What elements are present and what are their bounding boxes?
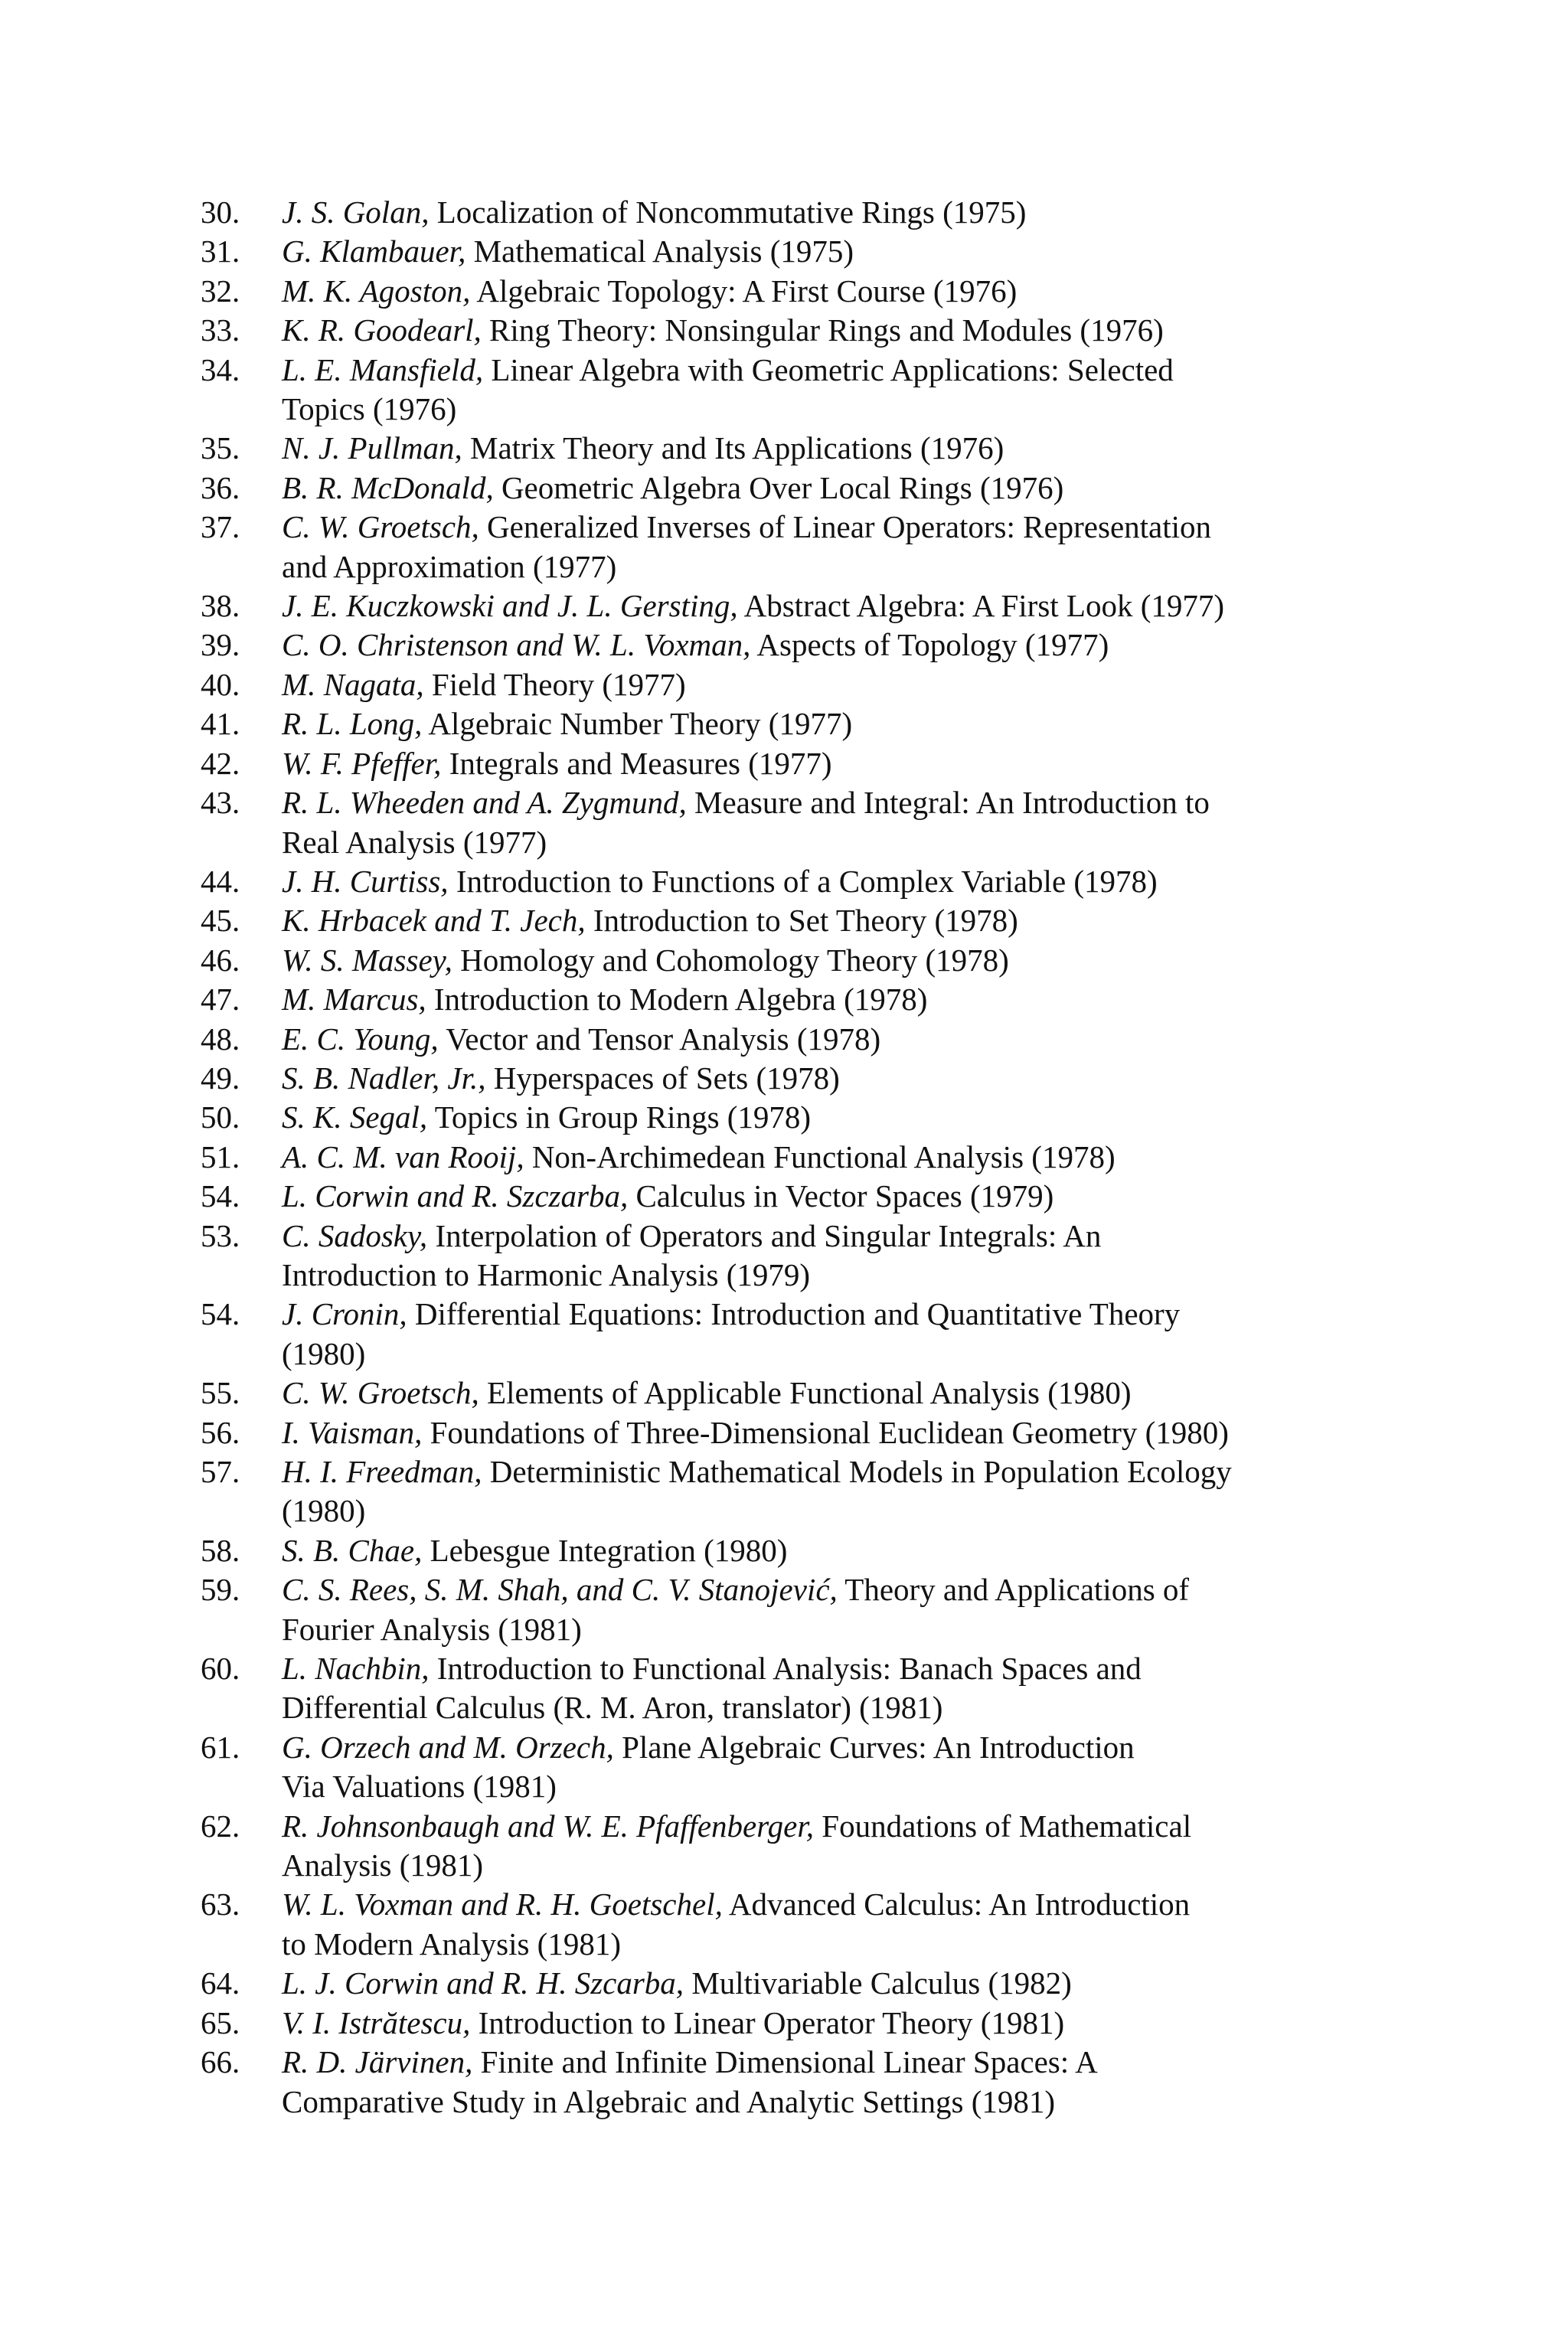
entry-first-line [282, 862, 1456, 901]
entry-number: 46. [201, 942, 240, 978]
entry-title: Interpolation of Operators and Singular Integrals: An [427, 1217, 1102, 1253]
entry-text [282, 1964, 1456, 2003]
series-entry [201, 1728, 1456, 1807]
entry-text [282, 665, 1456, 704]
entry-title: Advanced Calculus: An Introduction [722, 1886, 1191, 1922]
entry-number: 38. [201, 588, 240, 624]
series-entry [201, 980, 1456, 1019]
entry-continuation-line [282, 1846, 1456, 1885]
entry-title: Foundations of Mathematical [814, 1808, 1192, 1844]
entry-number: 37. [201, 509, 240, 545]
entry-first-line [282, 1885, 1456, 1924]
entry-number: 42. [201, 745, 240, 781]
series-entry [201, 862, 1456, 901]
entry-first-line [282, 1374, 1456, 1413]
entry-text [282, 2043, 1456, 2122]
series-entry [201, 232, 1456, 271]
entry-text [282, 1020, 1456, 1059]
entry-text [282, 1374, 1456, 1413]
entry-number: 39. [201, 627, 240, 663]
entry-authors: K. R. Goodearl, [282, 312, 482, 348]
series-entry [201, 626, 1456, 665]
series-entry [201, 351, 1456, 430]
series-list [201, 193, 1456, 2122]
entry-number: 57. [201, 1454, 240, 1489]
entry-number: 49. [201, 1060, 240, 1096]
entry-title: Analysis (1981) [282, 1847, 484, 1883]
entry-authors: N. J. Pullman, [282, 430, 462, 466]
entry-first-line [282, 1059, 1456, 1098]
entry-first-line [282, 1413, 1456, 1452]
entry-first-line [282, 1177, 1456, 1216]
entry-text [282, 1570, 1456, 1649]
entry-text [282, 311, 1456, 350]
entry-first-line [282, 2004, 1456, 2043]
entry-title: Topics (1976) [282, 391, 457, 427]
series-entry [201, 1098, 1456, 1137]
series-entry [201, 2043, 1456, 2122]
entry-number: 44. [201, 863, 240, 899]
entry-text [282, 351, 1456, 430]
entry-authors: V. I. Istrătescu, [282, 2004, 471, 2040]
entry-title: Homology and Cohomology Theory (1978) [452, 942, 1009, 978]
entry-authors: K. Hrbacek and T. Jech, [282, 903, 586, 939]
entry-number: 63. [201, 1886, 240, 1922]
entry-first-line [282, 1138, 1456, 1177]
entry-text [282, 1413, 1456, 1452]
entry-text [282, 232, 1456, 271]
entry-first-line [282, 311, 1456, 350]
series-entry [201, 586, 1456, 626]
entry-title: Elements of Applicable Functional Analysis (1980) [479, 1375, 1132, 1411]
entry-title: (1980) [282, 1493, 366, 1529]
entry-title: Lebesgue Integration (1980) [422, 1532, 788, 1568]
entry-text [282, 862, 1456, 901]
entry-number: 61. [201, 1729, 240, 1765]
entry-number: 30. [201, 194, 240, 230]
entry-title: Generalized Inverses of Linear Operators: Representation [479, 509, 1212, 545]
entry-number: 48. [201, 1021, 240, 1057]
entry-number: 56. [201, 1414, 240, 1450]
entry-authors: L. J. Corwin and R. H. Szcarba, [282, 1965, 684, 2001]
series-entry [201, 1452, 1456, 1531]
entry-continuation-line [282, 1925, 1456, 1964]
entry-text [282, 1807, 1456, 1886]
entry-continuation-line [282, 547, 1456, 586]
entry-first-line [282, 232, 1456, 271]
entry-authors: L. Nachbin, [282, 1651, 430, 1687]
entry-first-line [282, 665, 1456, 704]
entry-number: 40. [201, 666, 240, 702]
entry-number: 50. [201, 1099, 240, 1135]
entry-first-line [282, 469, 1456, 508]
entry-text [282, 941, 1456, 980]
entry-number: 32. [201, 273, 240, 309]
series-entry [201, 1964, 1456, 2003]
entry-authors: S. K. Segal, [282, 1099, 428, 1135]
entry-title: Ring Theory: Nonsingular Rings and Modules (1976) [481, 312, 1164, 348]
entry-number: 35. [201, 430, 240, 466]
entry-authors: E. C. Young, [282, 1021, 439, 1057]
entry-title: Geometric Algebra Over Local Rings (1976) [493, 469, 1064, 505]
entry-title: Abstract Algebra: A First Look (1977) [737, 588, 1225, 624]
entry-number: 43. [201, 785, 240, 821]
entry-text [282, 1138, 1456, 1177]
entry-title: Linear Algebra with Geometric Applications: Selected [483, 351, 1174, 387]
entry-continuation-line [282, 1767, 1456, 1806]
entry-number: 66. [201, 2044, 240, 2080]
entry-title: Introduction to Functional Analysis: Banach Spaces and [429, 1651, 1142, 1687]
entry-authors: I. Vaisman, [282, 1414, 423, 1450]
entry-title: Field Theory (1977) [423, 666, 686, 702]
entry-authors: J. H. Curtiss, [282, 863, 449, 899]
series-entry [201, 429, 1456, 468]
entry-authors: M. K. Agoston, [282, 273, 471, 309]
series-entry [201, 508, 1456, 586]
entry-first-line [282, 1020, 1456, 1059]
entry-title: Introduction to Harmonic Analysis (1979) [282, 1256, 811, 1292]
entry-authors: S. B. Nadler, Jr., [282, 1060, 486, 1096]
series-entry [201, 1138, 1456, 1177]
entry-first-line [282, 586, 1456, 626]
entry-authors: C. W. Groetsch, [282, 509, 479, 545]
entry-continuation-line [282, 2082, 1456, 2122]
entry-title: Via Valuations (1981) [282, 1769, 557, 1805]
series-entry [201, 1807, 1456, 1886]
entry-title: (1980) [282, 1335, 366, 1371]
entry-continuation-line [282, 1491, 1456, 1530]
entry-title: Differential Equations: Introduction and Quantitative Theory [407, 1296, 1181, 1332]
entry-text [282, 1452, 1456, 1531]
entry-number: 54. [201, 1178, 240, 1214]
entry-continuation-line [282, 1688, 1456, 1727]
entry-title: Calculus in Vector Spaces (1979) [628, 1178, 1054, 1214]
entry-text [282, 980, 1456, 1019]
entry-first-line [282, 272, 1456, 311]
series-entry [201, 901, 1456, 940]
entry-title: Introduction to Set Theory (1978) [585, 903, 1018, 939]
entry-number: 45. [201, 903, 240, 939]
series-entry [201, 1177, 1456, 1216]
entry-first-line [282, 1217, 1456, 1256]
series-entry [201, 193, 1456, 232]
entry-title: Introduction to Modern Algebra (1978) [426, 982, 928, 1018]
entry-authors: C. O. Christenson and W. L. Voxman, [282, 627, 751, 663]
entry-number: 31. [201, 234, 240, 270]
entry-title: Deterministic Mathematical Models in Population Ecology [482, 1454, 1232, 1489]
entry-authors: L. E. Mansfield, [282, 351, 484, 387]
series-entry [201, 1885, 1456, 1964]
entry-title: Fourier Analysis (1981) [282, 1611, 582, 1647]
entry-authors: C. W. Groetsch, [282, 1375, 479, 1411]
entry-first-line [282, 744, 1456, 783]
entry-text [282, 704, 1456, 743]
entry-text [282, 469, 1456, 508]
entry-authors: G. Klambauer, [282, 234, 466, 270]
entry-title: Differential Calculus (R. M. Aron, translator) (1981) [282, 1690, 943, 1726]
entry-first-line [282, 1570, 1456, 1609]
entry-first-line [282, 704, 1456, 743]
entry-authors: G. Orzech and M. Orzech, [282, 1729, 614, 1765]
entry-title: Foundations of Three-Dimensional Euclidean Geometry (1980) [422, 1414, 1229, 1450]
series-entry [201, 941, 1456, 980]
entry-authors: R. Johnsonbaugh and W. E. Pfaffenberger, [282, 1808, 815, 1844]
entry-first-line [282, 1098, 1456, 1137]
series-entry [201, 783, 1456, 862]
series-entry [201, 1295, 1456, 1374]
entry-text [282, 2004, 1456, 2043]
series-entry [201, 704, 1456, 743]
entry-number: 53. [201, 1217, 240, 1253]
entry-first-line [282, 429, 1456, 468]
entry-text [282, 1531, 1456, 1570]
series-entry [201, 744, 1456, 783]
entry-continuation-line [282, 1610, 1456, 1649]
entry-first-line [282, 193, 1456, 232]
series-entry [201, 1059, 1456, 1098]
entry-text [282, 272, 1456, 311]
entry-text [282, 1728, 1456, 1807]
entry-title: Localization of Noncommutative Rings (1975) [429, 194, 1027, 230]
entry-continuation-line [282, 390, 1456, 429]
entry-title: Plane Algebraic Curves: An Introduction [613, 1729, 1135, 1765]
entry-authors: B. R. McDonald, [282, 469, 494, 505]
series-entry [201, 2004, 1456, 2043]
entry-authors: R. L. Long, [282, 706, 423, 742]
entry-title: and Approximation (1977) [282, 548, 617, 584]
entry-text [282, 901, 1456, 940]
entry-title: Multivariable Calculus (1982) [684, 1965, 1072, 2001]
series-entry [201, 469, 1456, 508]
entry-authors: A. C. M. van Rooij, [282, 1138, 524, 1174]
entry-number: 58. [201, 1532, 240, 1568]
entry-continuation-line [282, 1334, 1456, 1374]
entry-authors: C. Sadosky, [282, 1217, 428, 1253]
series-entry [201, 1570, 1456, 1649]
entry-title: Mathematical Analysis (1975) [466, 234, 854, 270]
entry-title: Matrix Theory and Its Applications (1976) [462, 430, 1004, 466]
entry-number: 51. [201, 1138, 240, 1174]
entry-first-line [282, 351, 1456, 390]
series-entry [201, 1217, 1456, 1295]
entry-text [282, 193, 1456, 232]
series-entry [201, 1020, 1456, 1059]
entry-title: Topics in Group Rings (1978) [427, 1099, 812, 1135]
entry-number: 65. [201, 2004, 240, 2040]
entry-title: Vector and Tensor Analysis (1978) [438, 1021, 881, 1057]
entry-first-line [282, 1964, 1456, 2003]
entry-title: Measure and Integral: An Introduction to [686, 785, 1210, 821]
entry-title: Comparative Study in Algebraic and Analytic Settings (1981) [282, 2083, 1056, 2119]
entry-title: Non-Archimedean Functional Analysis (1978) [524, 1138, 1116, 1174]
entry-number: 33. [201, 312, 240, 348]
entry-text [282, 508, 1456, 586]
entry-first-line [282, 626, 1456, 665]
entry-text [282, 1098, 1456, 1137]
entry-title: Introduction to Linear Operator Theory (1981) [470, 2004, 1065, 2040]
entry-first-line [282, 508, 1456, 547]
entry-text [282, 1217, 1456, 1295]
entry-title: Algebraic Number Theory (1977) [422, 706, 853, 742]
entry-number: 34. [201, 351, 240, 387]
entry-first-line [282, 901, 1456, 940]
entry-text [282, 744, 1456, 783]
entry-authors: S. B. Chae, [282, 1532, 423, 1568]
entry-authors: J. E. Kuczkowski and J. L. Gersting, [282, 588, 738, 624]
series-entry [201, 311, 1456, 350]
entry-number: 55. [201, 1375, 240, 1411]
entry-authors: H. I. Freedman, [282, 1454, 482, 1489]
entry-number: 41. [201, 706, 240, 742]
series-entry [201, 1413, 1456, 1452]
series-entry [201, 1374, 1456, 1413]
entry-authors: W. L. Voxman and R. H. Goetschel, [282, 1886, 723, 1922]
entry-first-line [282, 1807, 1456, 1846]
entry-number: 64. [201, 1965, 240, 2001]
entry-authors: W. S. Massey, [282, 942, 452, 978]
entry-authors: R. L. Wheeden and A. Zygmund, [282, 785, 687, 821]
entry-text [282, 1649, 1456, 1728]
entry-authors: W. F. Pfeffer, [282, 745, 442, 781]
entry-authors: J. Cronin, [282, 1296, 407, 1332]
entry-first-line [282, 1295, 1456, 1334]
entry-number: 54. [201, 1296, 240, 1332]
entry-authors: M. Nagata, [282, 666, 424, 702]
entry-authors: C. S. Rees, S. M. Shah, and C. V. Stanojević, [282, 1572, 838, 1608]
entry-number: 60. [201, 1651, 240, 1687]
series-entry [201, 272, 1456, 311]
entry-text [282, 783, 1456, 862]
entry-first-line [282, 1728, 1456, 1767]
entry-text [282, 429, 1456, 468]
entry-number: 36. [201, 469, 240, 505]
entry-first-line [282, 1531, 1456, 1570]
entry-text [282, 1177, 1456, 1216]
entry-title: Theory and Applications of [837, 1572, 1190, 1608]
entry-first-line [282, 783, 1456, 822]
entry-authors: L. Corwin and R. Szczarba, [282, 1178, 629, 1214]
entry-text [282, 626, 1456, 665]
entry-number: 62. [201, 1808, 240, 1844]
entry-authors: M. Marcus, [282, 982, 426, 1018]
entry-text [282, 1059, 1456, 1098]
entry-continuation-line [282, 1256, 1456, 1295]
entry-first-line [282, 980, 1456, 1019]
series-entry [201, 1649, 1456, 1728]
entry-number: 59. [201, 1572, 240, 1608]
entry-continuation-line [282, 823, 1456, 862]
entry-title: Aspects of Topology (1977) [750, 627, 1109, 663]
entry-text [282, 586, 1456, 626]
entry-title: to Modern Analysis (1981) [282, 1926, 621, 1962]
entry-number: 47. [201, 982, 240, 1018]
entry-first-line [282, 1649, 1456, 1688]
entry-title: Algebraic Topology: A First Course (1976) [470, 273, 1018, 309]
entry-title: Integrals and Measures (1977) [441, 745, 832, 781]
entry-text [282, 1295, 1456, 1374]
entry-first-line [282, 941, 1456, 980]
entry-first-line [282, 1452, 1456, 1491]
entry-authors: R. D. Järvinen, [282, 2044, 473, 2080]
entry-text [282, 1885, 1456, 1964]
series-entry [201, 1531, 1456, 1570]
entry-title: Finite and Infinite Dimensional Linear Spaces: A [472, 2044, 1098, 2080]
entry-title: Real Analysis (1977) [282, 824, 547, 860]
entry-title: Introduction to Functions of a Complex Variable (1978) [448, 863, 1158, 899]
entry-title: Hyperspaces of Sets (1978) [485, 1060, 840, 1096]
series-entry [201, 665, 1456, 704]
entry-authors: J. S. Golan, [282, 194, 430, 230]
entry-first-line [282, 2043, 1456, 2082]
